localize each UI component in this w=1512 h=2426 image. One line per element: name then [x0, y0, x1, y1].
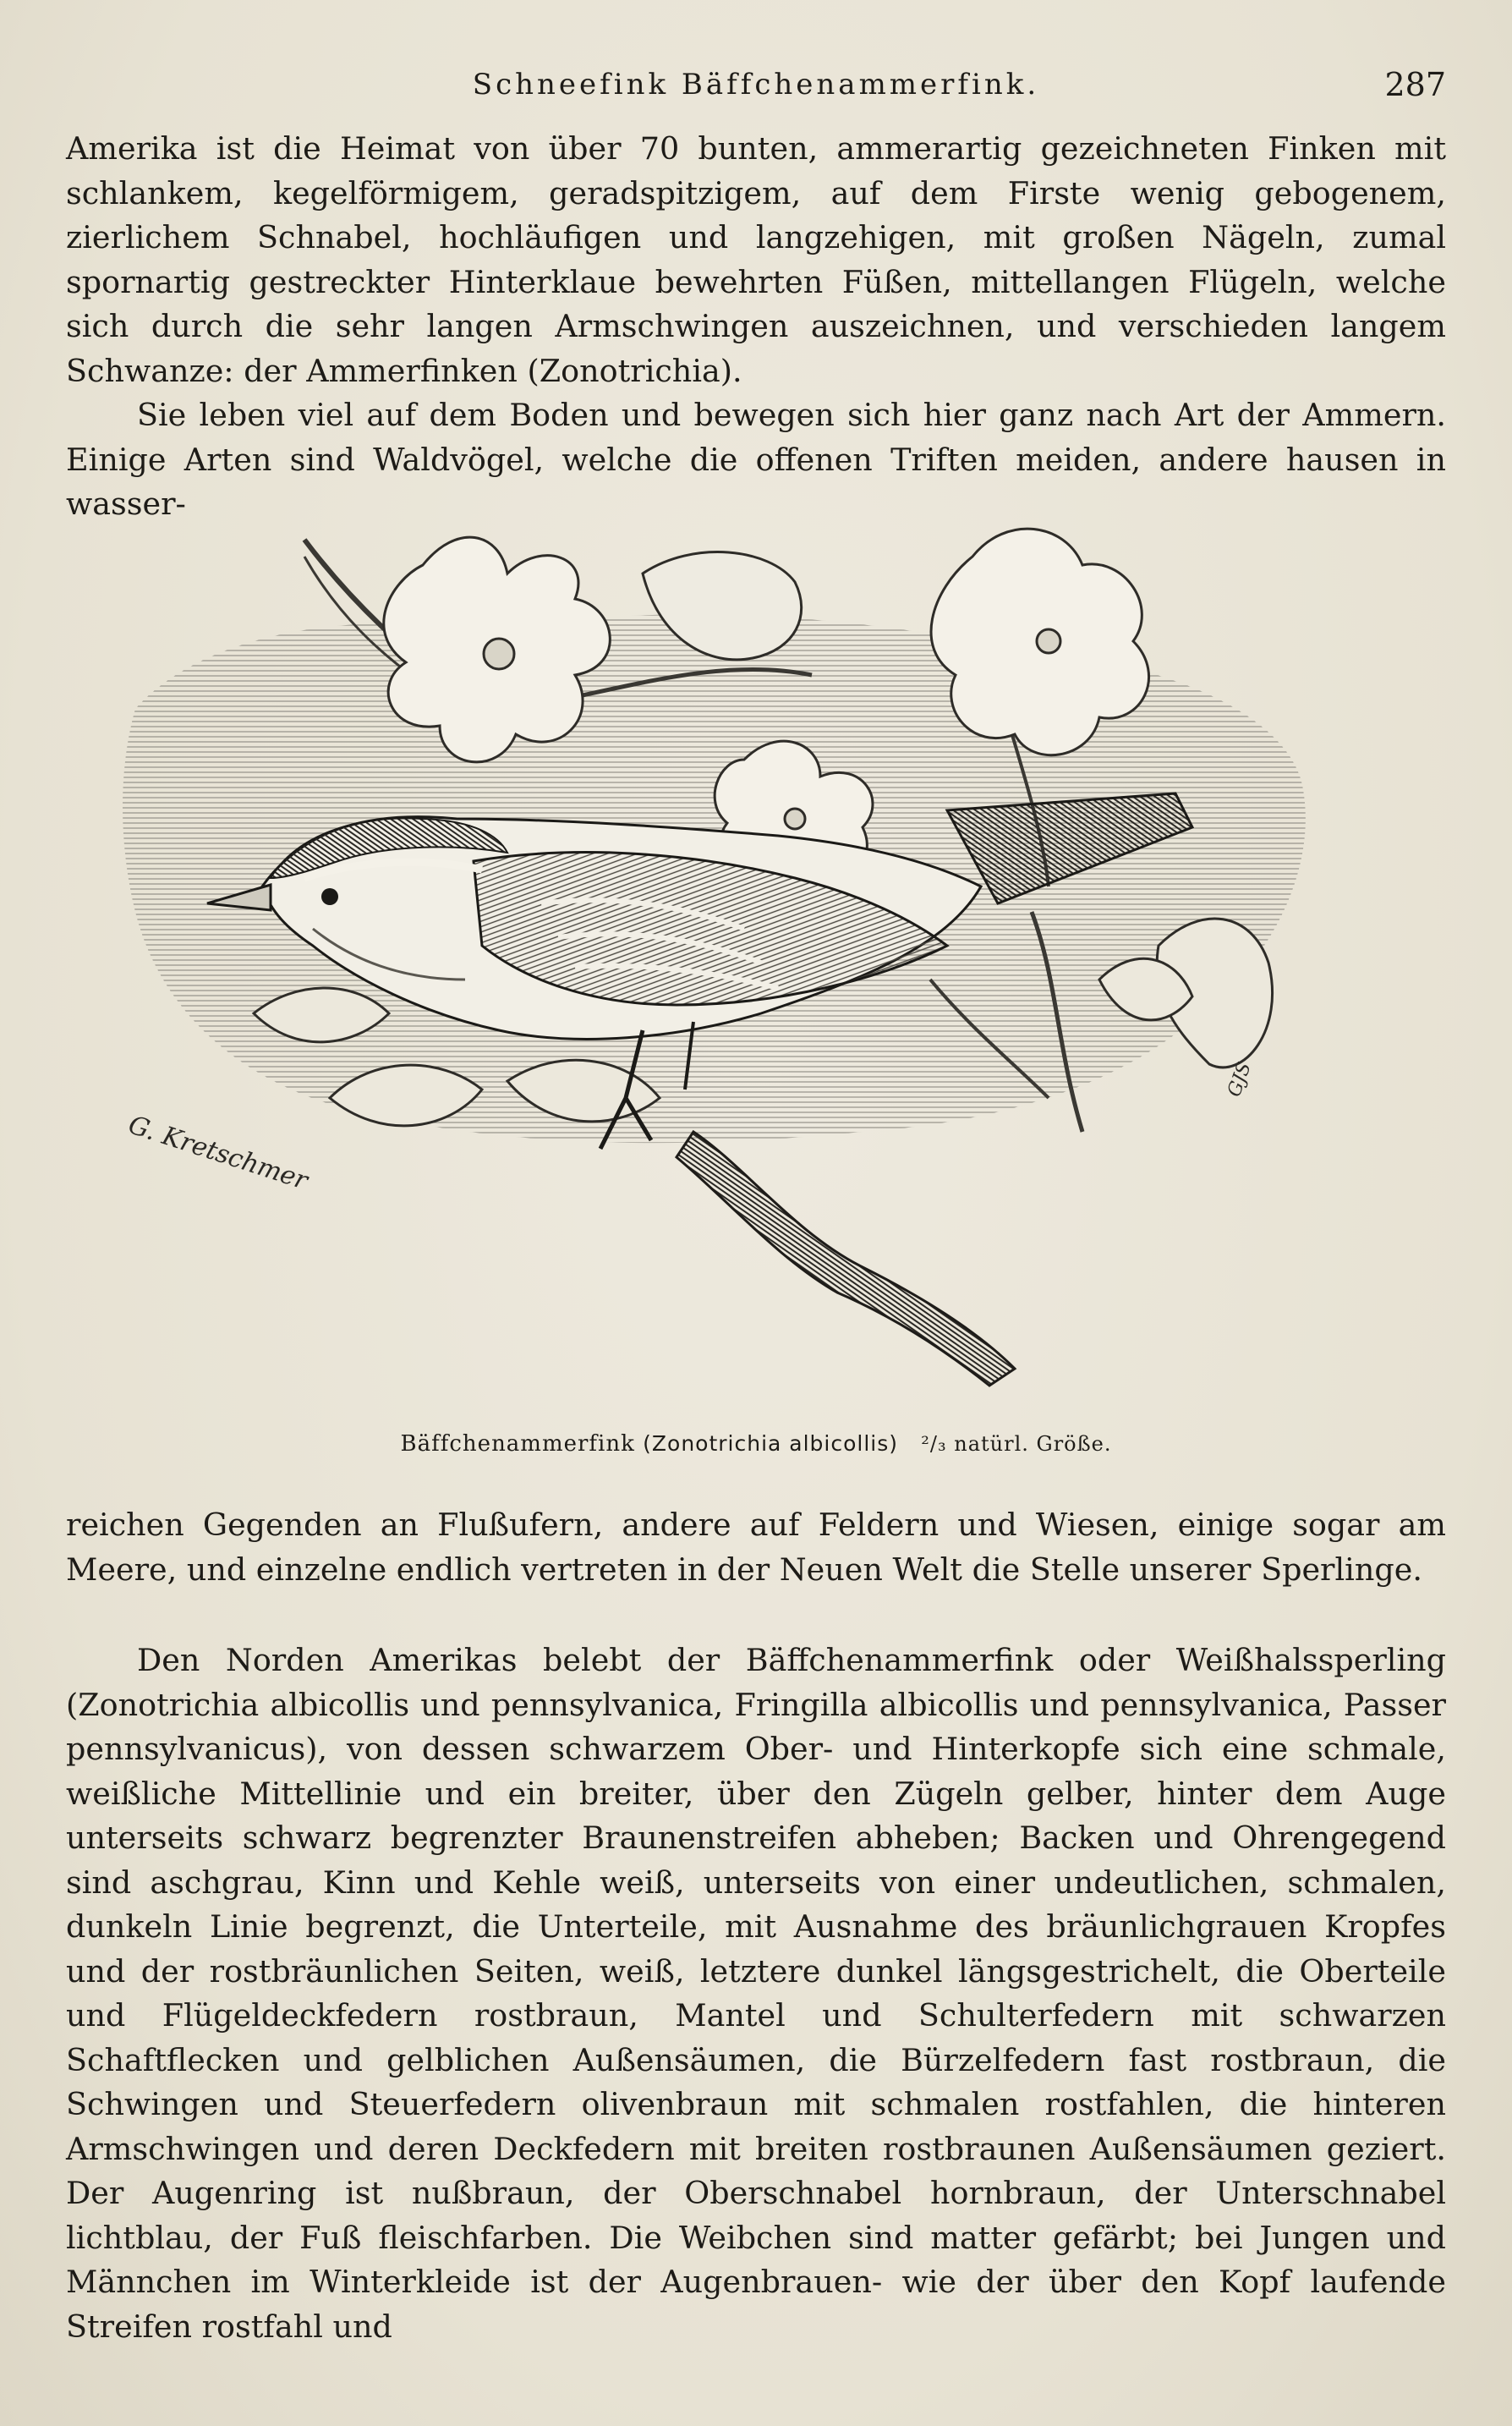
paragraph-habits-text: Sie leben viel auf dem Boden und bewegen sich hier ganz nach Art der Ammern. Einige Arten sind Waldvögel, welche die offenen Triften meiden, andere hausen in wasser- [66, 397, 1446, 522]
engraver-signature: G. Kretschmer [124, 1110, 312, 1196]
paragraph-intro-text: Amerika ist die Heimat von über 70 bunten, ammerartig gezeichneten Finken mit schlankem, kegelförmigem, geradspitzigem, auf dem Firste wenig gebogenem, zierlichem Schnabel, hochläufigen und langzehigen, mit großen Nägeln, zumal spornartig gestreckter Hinterklaue bewehrten Füßen, mittellangen Flügeln, welche sich durch die sehr langen Armschwingen auszeichnen, und verschieden langem Schwanze: der Ammerfinken (Zonotrichia). [66, 130, 1446, 389]
paragraph-intro [66, 127, 1446, 527]
running-head: Schneefink Bäffchenammerfink. [472, 68, 1040, 102]
caption-scale: ²/₃ natürl. Größe. [921, 1432, 1112, 1456]
page-header [66, 61, 1446, 112]
caption-scientific-name: (Zonotrichia albicollis) [643, 1431, 899, 1456]
bird-eye [321, 888, 338, 905]
caption-name: Bäffchenammerfink [400, 1431, 635, 1457]
engraving-svg [101, 506, 1394, 1408]
branch [677, 1132, 1015, 1386]
engraver-monogram: GJS [1224, 1059, 1256, 1100]
bird-illustration [101, 506, 1394, 1408]
paragraph-habitats: reichen Gegenden an Flußufern, andere auf Feldern und Wiesen, einige sogar am Meere, und einzelne endlich vertreten in der Neuen Welt die Stelle unserer Sperlinge. [66, 1507, 1446, 1588]
page-number: 287 [1384, 66, 1446, 103]
paragraph-description: Den Norden Amerikas belebt der Bäffchenammerfink oder Weißhalssperling (Zonotrichia albicollis und pennsylvanica, Fringilla albicollis und pennsylvanica, Passer pennsylvanicus), von dessen schwarzem Ober- und Hinterkopfe sich eine schmale, weißliche Mittellinie und ein breiter, über den Zügeln gelber, hinter dem Auge unterseits schwarz begrenzter Braunenstreifen abheben; Backen und Ohrengegend sind aschgrau, Kinn und Kehle weiß, unterseits von einer undeutlichen, schmalen, dunkeln Linie begrenzt, die Unterteile, mit Ausnahme des bräunlichgrauen Kropfes und der rostbräunlichen Seiten, weiß, letztere dunkel längsgestrichelt, die Oberteile und Flügeldeckfedern rostbraun, Mantel und Schulterfedern mit schwarzen Schaftflecken und gelblichen Außensäumen, die Bürzelfedern fast rostbraun, die Schwingen und Steuerfedern olivenbraun mit schmalen rostfahlen, die hinteren Armschwingen und deren Deckfedern mit breiten rostbraunen Außensäumen geziert. Der Augenring ist nußbraun, der Oberschnabel hornbraun, der Unterschnabel lichtblau, der Fuß fleischfarben. Die Weibchen sind matter gefärbt; bei Jungen und Männchen im Winterkleide ist der Augenbrauen- wie der über den Kopf laufende Streifen rostfahl und [66, 1642, 1446, 2345]
figure-caption [66, 1431, 1446, 1457]
